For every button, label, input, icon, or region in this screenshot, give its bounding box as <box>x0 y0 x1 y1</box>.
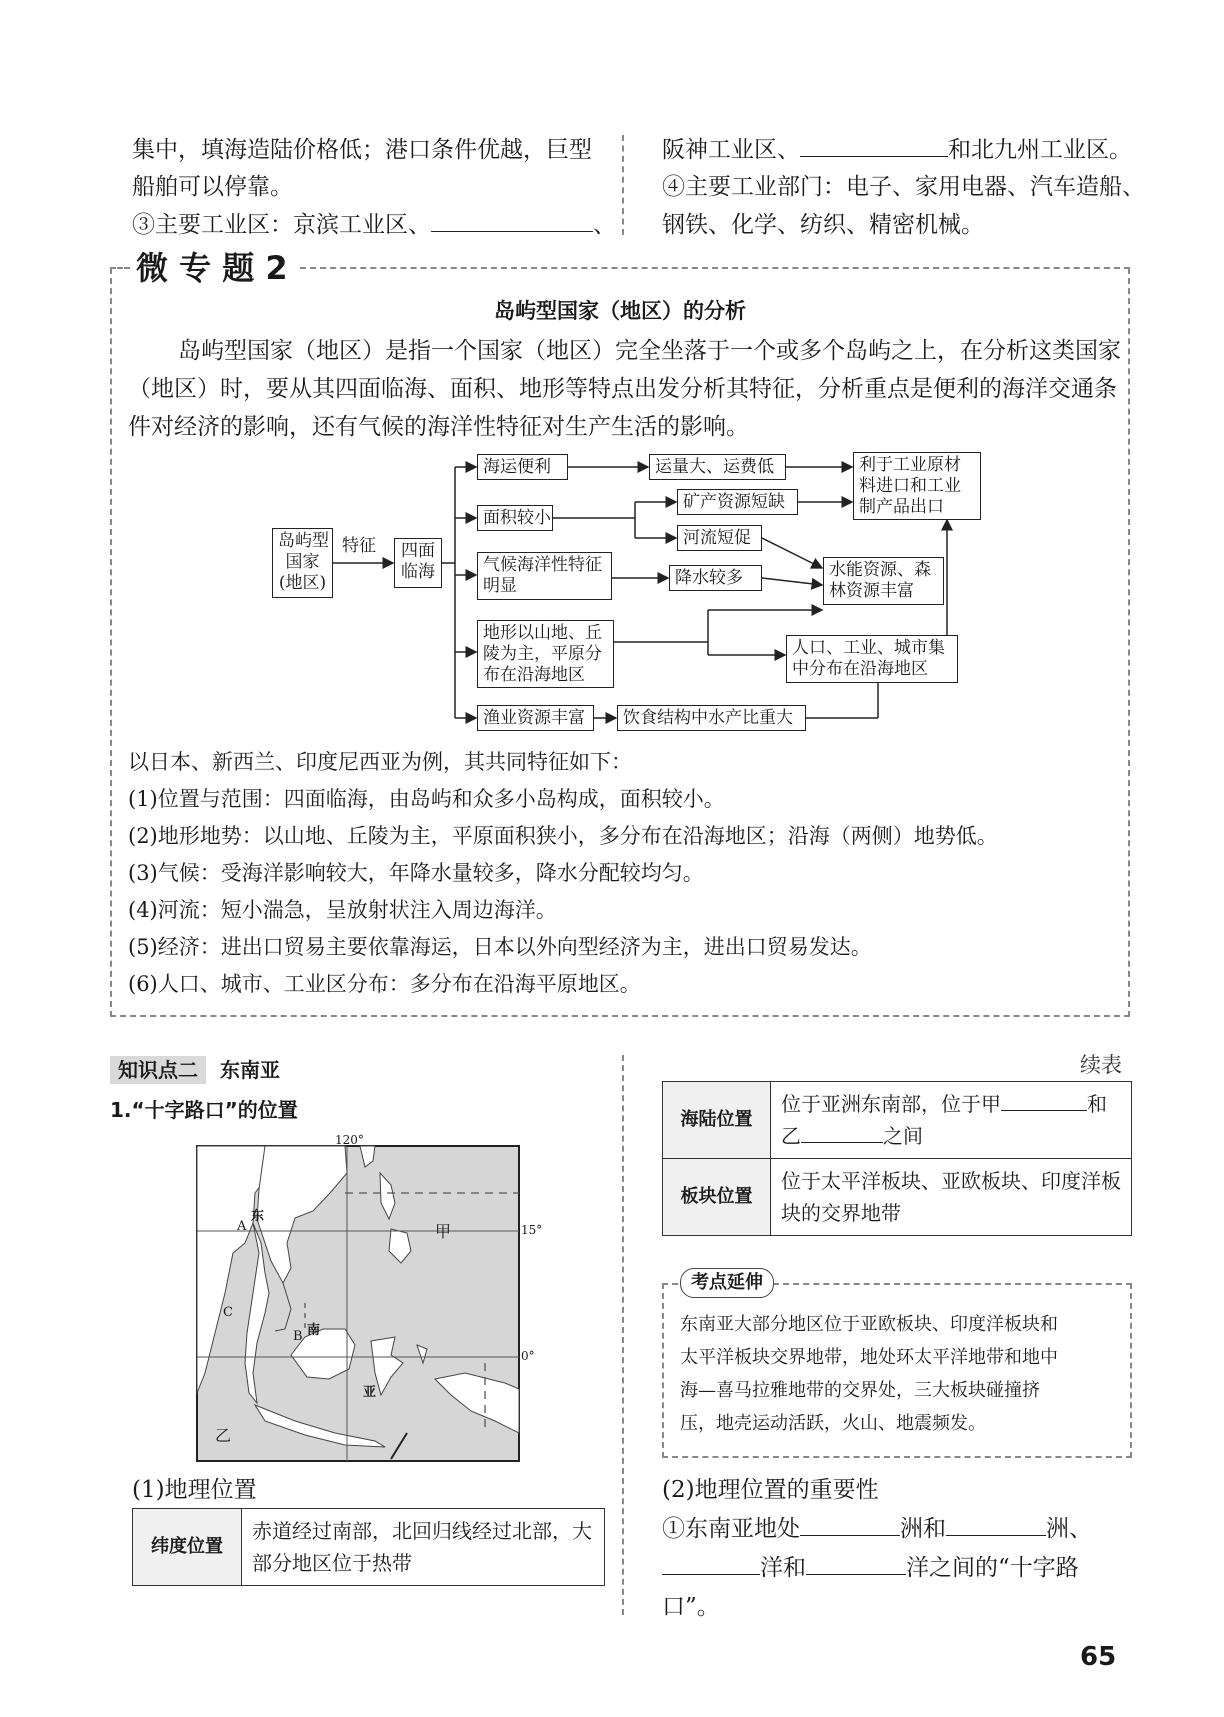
column-divider-2 <box>622 1055 624 1615</box>
importance-line-1 <box>662 1512 1092 1546</box>
latitude-table <box>132 1508 605 1586</box>
importance-text-a: ①东南亚地处 <box>662 1516 800 1542</box>
point-1: (1)位置与范围：四面临海，由岛屿和众多小岛构成，面积较小。 <box>128 787 725 811</box>
flow-surround-box <box>394 538 442 588</box>
map-label-c: C <box>223 1305 233 1320</box>
flow-d2-box <box>823 557 944 605</box>
answer-blank[interactable] <box>662 1552 760 1575</box>
southeast-asia-map <box>195 1133 543 1463</box>
flow-d1-line-3: 制产品出口 <box>859 497 944 517</box>
map-label-jia: 甲 <box>435 1222 452 1241</box>
flow-d1-box <box>853 452 981 520</box>
flow-d1-line-1: 利于工业原材 <box>859 455 961 475</box>
flow-surround-line-2: 临海 <box>401 562 435 582</box>
map-label-dong: 东 <box>251 1209 265 1224</box>
top-left-line-1: 集中，填海造陆价格低；港口条件优越，巨型 <box>132 137 592 163</box>
flow-root-box <box>272 528 333 598</box>
special-topic-heading: 微 专 题 2 <box>132 248 292 288</box>
sea-land-line-2 <box>781 1120 1121 1152</box>
top-right-line-1-text: 阪神工业区、 <box>662 137 800 163</box>
point-3: (3)气候：受海洋影响较大，年降水量较多，降水分配较均匀。 <box>128 861 704 885</box>
flow-b2-box: 面积较小 <box>477 505 553 531</box>
continued-table-label: 续表 <box>1080 1053 1122 1077</box>
flow-c3-box: 河流短促 <box>677 525 762 551</box>
sea-land-text-c: 乙 <box>781 1124 801 1148</box>
flow-c2-box: 矿产资源短缺 <box>677 489 798 515</box>
map-lon-120: 120° <box>335 1133 364 1147</box>
map-label-yi: 乙 <box>215 1426 232 1445</box>
answer-blank[interactable] <box>806 1552 906 1575</box>
position-table <box>662 1081 1132 1236</box>
top-right-line-3: 钢铁、化学、纺织、精密机械。 <box>662 212 984 238</box>
sea-land-text-d: 之间 <box>883 1124 923 1148</box>
knowledge-topic: 东南亚 <box>220 1058 280 1082</box>
exam-extension-text <box>680 1308 1058 1440</box>
flow-d3-line-2: 中分布在沿海地区 <box>792 659 928 679</box>
sub-2-title: (2)地理位置的重要性 <box>662 1477 879 1503</box>
flow-root-line-3: (地区) <box>278 573 327 593</box>
latitude-head: 纬度位置 <box>133 1509 242 1586</box>
flow-b3-box <box>477 552 612 600</box>
flow-d1-line-2: 料进口和工业 <box>859 476 961 496</box>
sub-1-title: (1)地理位置 <box>132 1477 257 1503</box>
flow-b4-line-3: 布在沿海地区 <box>483 665 585 685</box>
latitude-content <box>242 1509 605 1586</box>
flow-b3-line-1: 气候海洋性特征 <box>483 555 602 575</box>
flowchart <box>0 0 1224 760</box>
top-left-line-3-text: ③主要工业区：京滨工业区、 <box>132 212 431 238</box>
answer-blank[interactable] <box>801 1120 883 1143</box>
map-label-a: A <box>237 1219 247 1234</box>
top-left-line-3-end: 、 <box>593 212 616 238</box>
flow-b3-line-2: 明显 <box>483 576 517 596</box>
flow-d3-line-1: 人口、工业、城市集 <box>792 638 945 658</box>
plate-head: 板块位置 <box>663 1159 771 1236</box>
flow-c4-box: 降水较多 <box>669 565 762 591</box>
exam-line-1: 东南亚大部分地区位于亚欧板块、印度洋板块和 <box>680 1314 1058 1335</box>
map-lat-0: 0° <box>521 1349 535 1363</box>
sea-land-text-a: 位于亚洲东南部，位于甲 <box>781 1092 1001 1116</box>
flow-b4-box <box>477 620 614 688</box>
section-1-title: 1.“十字路口”的位置 <box>110 1098 298 1122</box>
flow-d2-line-2: 林资源丰富 <box>829 581 914 601</box>
map-label-nan: 南 <box>307 1323 321 1338</box>
flow-d3-box <box>786 635 958 683</box>
answer-blank[interactable] <box>800 1513 900 1536</box>
special-topic-subtitle: 岛屿型国家（地区）的分析 <box>494 299 746 323</box>
flow-surround-line-1: 四面 <box>401 541 435 561</box>
flow-c1-box: 运量大、运费低 <box>649 454 786 480</box>
plate-content <box>771 1159 1132 1236</box>
sea-land-head: 海陆位置 <box>663 1082 771 1159</box>
importance-line-3: 口”。 <box>662 1594 720 1620</box>
point-6: (6)人口、城市、工业区分布：多分布在沿海平原地区。 <box>128 972 641 996</box>
flow-feature-label: 特征 <box>342 536 376 556</box>
flow-d2-line-1: 水能资源、森 <box>829 560 931 580</box>
map-label-b: B <box>293 1329 303 1344</box>
example-intro: 以日本、新西兰、印度尼西亚为例，其共同特征如下： <box>128 750 632 774</box>
flow-c5-box: 饮食结构中水产比重大 <box>617 705 806 731</box>
importance-line-2 <box>662 1551 1079 1585</box>
exam-extension-tag: 考点延伸 <box>680 1268 774 1298</box>
top-left-line-2: 船舶可以停靠。 <box>132 174 293 200</box>
plate-line-1: 位于太平洋板块、亚欧板块、印度洋板 <box>781 1169 1121 1193</box>
map-graphic <box>195 1133 535 1463</box>
map-lat-15: 15° <box>521 1223 543 1237</box>
importance-text-c: 洲、 <box>1046 1516 1092 1542</box>
exam-line-3: 海—喜马拉雅地带的交界处，三大板块碰撞挤 <box>680 1380 1040 1401</box>
importance-text-d: 洋和 <box>760 1555 806 1581</box>
sea-land-text-b: 和 <box>1087 1092 1107 1116</box>
top-right-line-2: ④主要工业部门：电子、家用电器、汽车造船、 <box>662 174 1145 200</box>
top-right-line-1-end: 和北九州工业区。 <box>948 137 1132 163</box>
flow-b4-line-1: 地形以山地、丘 <box>483 623 602 643</box>
answer-blank[interactable] <box>1001 1088 1087 1111</box>
exam-line-4: 压，地壳运动活跃，火山、地震频发。 <box>680 1413 986 1434</box>
sea-land-content <box>771 1082 1132 1159</box>
map-label-ya: 亚 <box>363 1385 377 1400</box>
plate-line-2: 块的交界地带 <box>781 1201 901 1225</box>
flow-root-line-1: 岛屿型 <box>278 531 329 551</box>
exam-line-2: 太平洋板块交界地带，地处环太平洋地带和地中 <box>680 1347 1058 1368</box>
intro-line-2: （地区）时，要从其四面临海、面积、地形等特点出发分析其特征，分析重点是便利的海洋交通条 <box>128 376 1117 402</box>
intro-line-1: 岛屿型国家（地区）是指一个国家（地区）完全坐落于一个或多个岛屿之上，在分析这类国家 <box>178 338 1121 364</box>
latitude-content-line-1: 赤道经过南部，北回归线经过北部，大 <box>252 1519 592 1543</box>
latitude-content-line-2: 部分地区位于热带 <box>252 1551 412 1575</box>
importance-text-b: 洲和 <box>900 1516 946 1542</box>
point-5: (5)经济：进出口贸易主要依靠海运，日本以外向型经济为主，进出口贸易发达。 <box>128 935 872 959</box>
answer-blank[interactable] <box>946 1513 1046 1536</box>
sea-land-line-1 <box>781 1088 1121 1120</box>
flow-root-line-2: 国家 <box>285 552 320 572</box>
knowledge-header <box>110 1053 280 1087</box>
point-2: (2)地形地势：以山地、丘陵为主，平原面积狭小，多分布在沿海地区；沿海（两侧）地势低。 <box>128 824 998 848</box>
intro-line-3: 件对经济的影响，还有气候的海洋性特征对生产生活的影响。 <box>128 414 749 440</box>
flow-b4-line-2: 陵为主，平原分 <box>483 644 602 664</box>
page-number: 65 <box>1080 1642 1117 1672</box>
point-4: (4)河流：短小湍急，呈放射状注入周边海洋。 <box>128 898 557 922</box>
flow-b5-box: 渔业资源丰富 <box>477 705 594 731</box>
importance-text-e: 洋之间的“十字路 <box>906 1555 1079 1581</box>
knowledge-tag: 知识点二 <box>110 1056 206 1084</box>
flow-b1-box: 海运便利 <box>477 454 568 480</box>
